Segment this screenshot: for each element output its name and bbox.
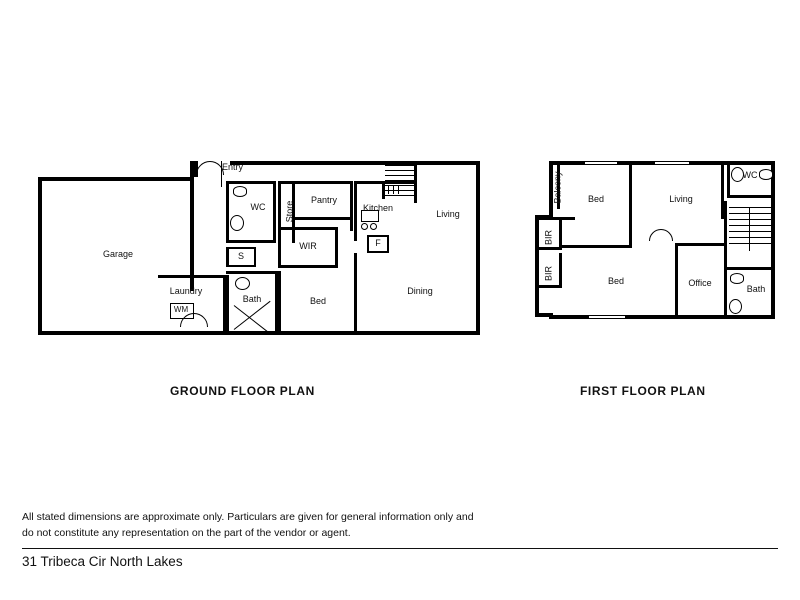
- room-label-bir-lower: BIR: [543, 266, 554, 282]
- room-label-garage: Garage: [102, 249, 134, 259]
- room-label-bed-rear: Bed: [607, 276, 624, 286]
- bath-shower-diag-1: [234, 305, 271, 334]
- wall-bed-front-bottom: [559, 245, 632, 248]
- shower-box-top: [226, 247, 256, 249]
- wall-garage-right: [190, 177, 194, 291]
- room-label-laundry: Laundry: [169, 286, 203, 296]
- wall-bed-left: [278, 271, 281, 331]
- wall-store-top: [278, 181, 295, 184]
- wall-wc-right: [273, 181, 276, 243]
- first-floor-caption: FIRST FLOOR PLAN: [580, 384, 706, 398]
- wall-ground-top-left: [38, 177, 192, 181]
- stair-line-2: [385, 170, 415, 171]
- wall-wir-top: [278, 227, 338, 230]
- garage-side-door-arc: [180, 313, 208, 341]
- wall-bed-front-right: [629, 161, 632, 247]
- ground-floor-plan: [30, 155, 480, 335]
- room-label-office: Office: [688, 278, 712, 288]
- wall-laundry-top: [158, 275, 226, 278]
- stair-first-3: [729, 219, 771, 220]
- wall-first-bottom: [549, 315, 775, 319]
- stair-first-arrow: [749, 207, 750, 251]
- wall-wc-top: [226, 181, 276, 184]
- wc-first-basin: [759, 169, 773, 180]
- room-label-bath: Bath: [242, 294, 262, 304]
- wall-wc-bottom: [226, 240, 276, 243]
- wall-hall-right: [414, 161, 417, 203]
- wall-ground-bottom: [38, 331, 480, 335]
- room-label-store: Store: [284, 200, 295, 223]
- wall-first-right: [771, 161, 775, 319]
- wall-wir-bottom: [278, 265, 338, 268]
- room-label-washing-machine: WM: [173, 305, 189, 314]
- entry-door-arc: [196, 161, 224, 189]
- room-label-living: Living: [436, 209, 460, 219]
- wall-bath-left: [226, 275, 229, 331]
- footer-divider: [22, 548, 778, 549]
- bed-front-window: [585, 161, 617, 165]
- stair-first-1: [729, 207, 771, 208]
- bath-shower-diag-2: [234, 301, 271, 330]
- wall-pantry-bottom: [295, 217, 353, 220]
- wall-bath-first-left: [724, 267, 727, 319]
- room-label-kitchen: Kitchen: [362, 203, 394, 213]
- room-label-wc-first: WC: [742, 170, 758, 180]
- disclaimer-line-1: All stated dimensions are approximate only. Particulars are given for general information only and: [22, 511, 474, 523]
- stair-line-5: [385, 185, 415, 186]
- stair-line-7: [385, 195, 415, 196]
- wall-ground-left: [38, 177, 42, 335]
- room-label-living-first: Living: [669, 194, 693, 204]
- stair-line-3: [385, 175, 415, 176]
- wall-fridge-box: [367, 235, 389, 237]
- stair-first-2: [729, 213, 771, 214]
- room-label-shower: S: [237, 251, 244, 261]
- wall-ground-right: [476, 161, 480, 335]
- wall-ground-top-right: [230, 161, 480, 165]
- stair-line-1: [385, 165, 415, 166]
- stair-first-4: [729, 225, 771, 226]
- stair-first-6: [729, 237, 771, 238]
- wall-pantry-right: [350, 181, 353, 231]
- fridge-box-bottom: [367, 251, 389, 253]
- disclaimer-line-2: do not constitute any representation on the part of the vendor or agent.: [22, 527, 351, 539]
- kitchen-burner-1: [361, 223, 368, 230]
- room-label-entry: Entry: [222, 162, 244, 172]
- bath-first-toilet: [729, 299, 742, 314]
- wall-office-top: [675, 243, 725, 246]
- wall-wc-first-left: [727, 161, 730, 197]
- stair-line-6: [385, 190, 415, 191]
- wall-wc-left: [226, 181, 229, 243]
- wall-stair-left-first: [724, 201, 727, 269]
- room-label-wir: WIR: [299, 241, 317, 251]
- room-label-wc: WC: [250, 202, 266, 212]
- room-label-fridge: F: [375, 238, 381, 248]
- wc-toilet: [230, 215, 244, 231]
- garage-door-opening: [42, 177, 46, 179]
- wall-dining-left: [354, 253, 357, 331]
- stair-first-7: [729, 243, 771, 244]
- room-label-pantry: Pantry: [310, 195, 337, 205]
- room-label-balcony: Balcony: [552, 171, 563, 204]
- wall-first-left-lower: [535, 217, 539, 315]
- room-label-bir-upper: BIR: [543, 230, 554, 246]
- wall-first-bottom-step: [535, 313, 553, 317]
- office-door-arc: [649, 229, 673, 253]
- first-floor-plan: [525, 155, 775, 330]
- wall-pantry-top: [295, 181, 353, 184]
- kitchen-burner-2: [370, 223, 377, 230]
- stair-first-5: [729, 231, 771, 232]
- stair-line-4: [385, 180, 415, 181]
- bath-first-basin: [730, 273, 744, 284]
- room-label-bed-front: Bed: [587, 194, 604, 204]
- ground-floor-caption: GROUND FLOOR PLAN: [170, 384, 315, 398]
- wall-wc-first-bottom: [727, 195, 775, 198]
- room-label-bed-ground: Bed: [309, 296, 326, 306]
- bath-basin: [235, 277, 250, 290]
- wall-kitchen-top: [354, 181, 416, 184]
- shower-box-bottom: [226, 265, 256, 267]
- room-label-dining: Dining: [407, 286, 433, 296]
- wc-basin: [233, 186, 247, 197]
- property-address: 31 Tribeca Cir North Lakes: [22, 554, 183, 569]
- wall-bir-lower-right: [559, 253, 562, 287]
- living-window-first: [655, 161, 689, 165]
- room-label-bath-first: Bath: [746, 284, 766, 294]
- wall-bath-first-top: [724, 267, 775, 270]
- bed-rear-window: [589, 315, 625, 319]
- wall-bath-top: [226, 271, 278, 274]
